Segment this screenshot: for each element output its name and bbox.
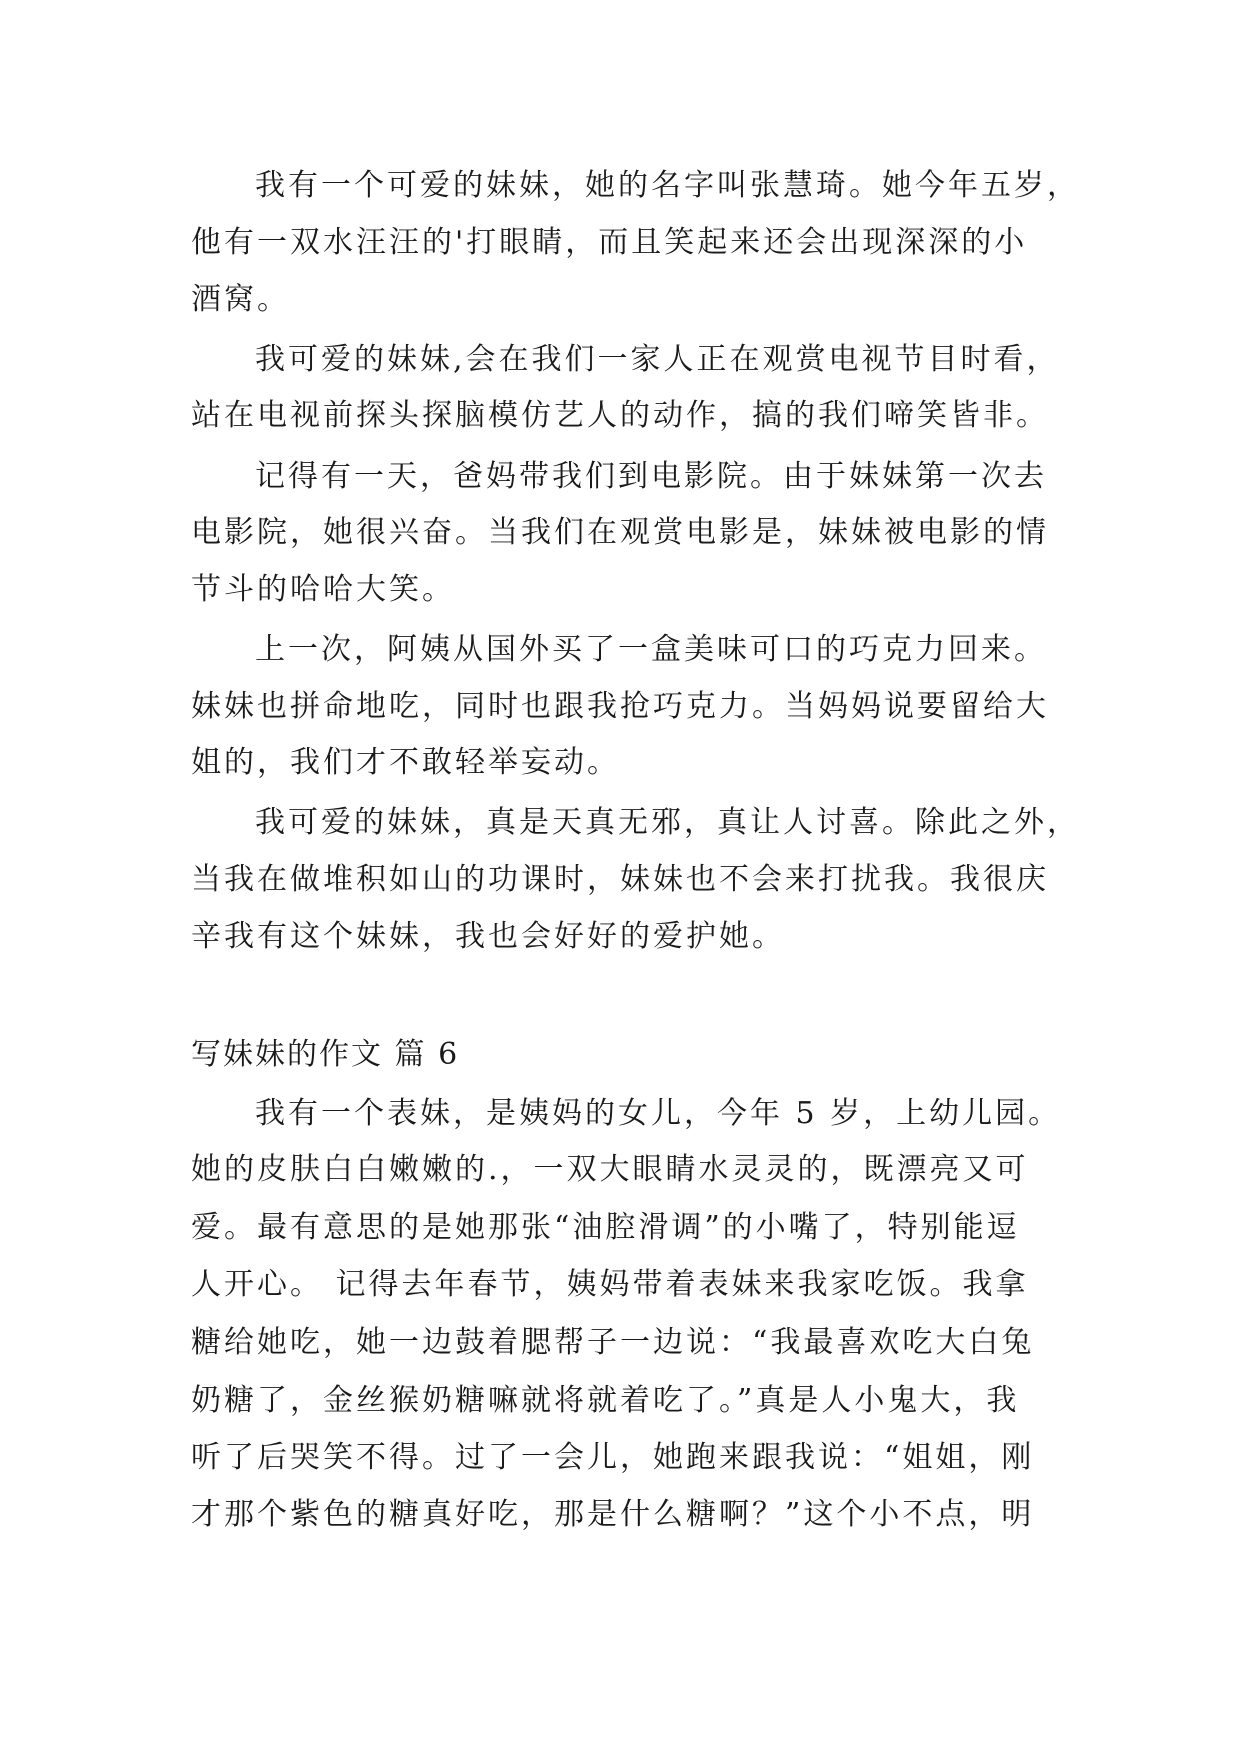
paragraph-line: 姐的，我们才不敢轻举妄动。: [191, 745, 620, 780]
paragraph-line: 节斗的哈哈大笑。: [191, 572, 455, 607]
paragraph-line: 上一次，阿姨从国外买了一盒美味可口的巧克力回来。: [255, 632, 1047, 667]
paragraph-line: 我有一个表妹，是姨妈的女儿，今年 5 岁，上幼儿园。: [255, 1096, 1062, 1131]
paragraph-line: 我有一个可爱的妹妹，她的名字叫张慧琦。她今年五岁，: [255, 168, 1080, 203]
paragraph-line: 酒窝。: [191, 282, 290, 317]
paragraph-line: 电影院，她很兴奋。当我们在观赏电影是，妹妹被电影的情: [191, 515, 1049, 550]
paragraph-line: 辛我有这个妹妹，我也会好好的爱护她。: [191, 919, 785, 954]
paragraph-line: 人开心。 记得去年春节，姨妈带着表妹来我家吃饭。我拿: [191, 1267, 1029, 1302]
paragraph-line: 当我在做堆积如山的功课时，妹妹也不会来打扰我。我很庆: [191, 862, 1049, 897]
paragraph-line: 奶糖了，金丝猴奶糖嘛就将就着吃了。”真是人小鬼大，我: [191, 1383, 1020, 1418]
paragraph-line: 她的皮肤白白嫩嫩的.，一双大眼睛水灵灵的，既漂亮又可: [191, 1152, 1029, 1187]
paragraph-line: 记得有一天，爸妈带我们到电影院。由于妹妹第一次去: [255, 459, 1047, 494]
paragraph-line: 听了后哭笑不得。过了一会儿，她跑来跟我说：“姐姐，刚: [191, 1440, 1035, 1475]
paragraph-line: 我可爱的妹妹，真是天真无邪，真让人讨喜。除此之外，: [255, 805, 1080, 840]
paragraph-line: 他有一双水汪汪的'打眼睛，而且笑起来还会出现深深的小: [191, 225, 1028, 260]
section-heading: 写妹妹的作文 篇 6: [191, 1037, 460, 1072]
paragraph-line: 站在电视前探头探脑模仿艺人的动作，搞的我们啼笑皆非。: [191, 398, 1049, 433]
paragraph-line: 我可爱的妹妹,会在我们一家人正在观赏电视节目时看，: [255, 342, 1060, 377]
paragraph-line: 妹妹也拼命地吃，同时也跟我抢巧克力。当妈妈说要留给大: [191, 689, 1049, 724]
paragraph-line: 才那个紫色的糖真好吃，那是什么糖啊？”这个小不点，明: [191, 1497, 1035, 1532]
paragraph-line: 爱。最有意思的是她那张“油腔滑调”的小嘴了，特别能逗: [191, 1210, 1020, 1245]
paragraph-line: 糖给她吃，她一边鼓着腮帮子一边说：“我最喜欢吃大白兔: [191, 1325, 1035, 1360]
